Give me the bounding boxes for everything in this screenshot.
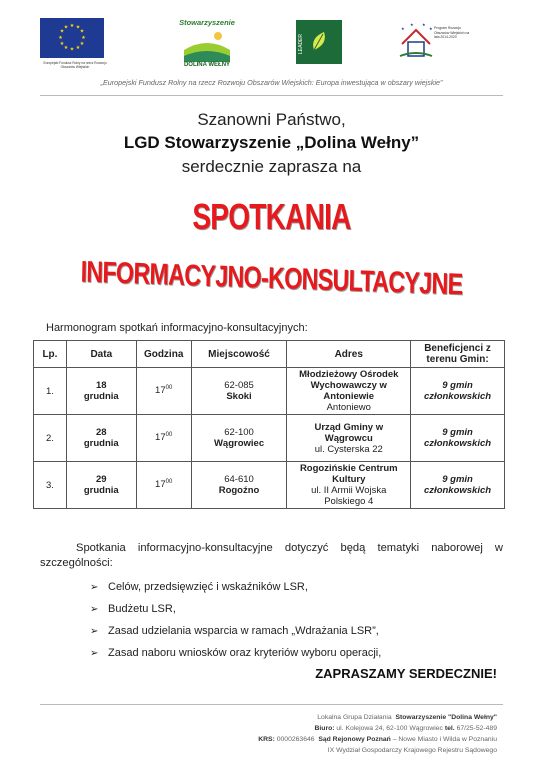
schedule-table [33,340,505,509]
date-month: grudnia [83,391,119,402]
footer-tel-label: tel. [444,725,455,732]
closing-invitation: ZAPRASZAMY SERDECZNIE! [315,666,497,681]
time-min: 00 [165,385,173,392]
eu-flag-logo [40,18,104,62]
row-lp: 3. [34,462,67,509]
header-data: Data [66,341,136,368]
date-day: 28 [96,427,107,438]
row-beneficiaries [411,462,505,509]
footer-line-org [0,712,497,723]
time-hour: 17 [155,479,166,491]
svg-text:★: ★ [59,41,65,47]
prow-house-icon [398,22,434,62]
address-venue: Młodzieżowy Ośrodek Wychowawczy w Antoniewie [299,369,399,402]
tagline: „Europejski Fundusz Rolny na rzecz Rozwoju Obszarów Wiejskich: Europa inwestująca w obszary wiejskie” [100,78,443,87]
list-item [90,576,381,598]
svg-text:★: ★ [59,28,65,35]
header-adres: Adres [287,341,411,368]
topic-text: Celów, przedsięwzięć i wskaźników LSR, [108,581,308,593]
list-item [90,620,381,642]
arrow-bullet-icon: ➢ [90,581,99,593]
dw-logo-text: Stowarzyszenie [179,18,235,27]
address-venue: Urząd Gminy w Wągrowcu [314,421,384,444]
svg-text:★: ★ [81,35,86,41]
list-item [90,642,381,664]
town-name: Rogoźno [218,485,260,496]
svg-text:★: ★ [410,22,414,27]
table-row [34,462,505,509]
svg-text:★: ★ [63,24,69,31]
svg-text:★: ★ [63,45,69,51]
dolina-welny-logo [178,16,236,72]
time-min: 00 [165,432,173,439]
table-row [34,368,505,415]
svg-text:★: ★ [422,22,426,27]
benef-label: członkowskich [424,485,492,496]
header-divider [40,95,503,96]
row-lp: 1. [34,368,67,415]
address-street: ul. II Armii Wojska Polskiego 4 [311,485,387,507]
footer-court: Sąd Rejonowy Poznań [318,736,391,743]
benef-count: 9 gmin [442,474,473,485]
svg-text:★: ★ [69,23,75,29]
row-date [66,415,136,462]
title-spotkania: SPOTKANIA [192,196,351,237]
title-informacyjno: INFORMACYJNO-KONSULTACYJNE [80,255,463,302]
footer-line-division: IX Wydział Gospodarczy Krajowego Rejestru Sądowego [327,747,497,754]
svg-text:★: ★ [79,28,85,35]
svg-text:★: ★ [75,45,81,51]
date-month: grudnia [83,485,119,496]
address-venue: Rogozińskie Centrum Kultury [299,463,398,485]
row-date [66,368,136,415]
schedule-caption: Harmonogram spotkań informacyjno-konsultacyjnych: [46,322,308,334]
intro-paragraph: Spotkania informacyjno-konsultacyjne dotyczyć będą tematyki naborowej w szczególności: [40,542,503,569]
invitation-line: serdecznie zaprasza na [181,157,362,176]
greeting-line: Szanowni Państwo, [197,110,346,129]
footer [0,712,497,756]
time-hour: 17 [155,432,166,444]
table-header-row [34,341,505,368]
date-day: 29 [96,474,107,485]
benef-label: członkowskich [424,391,492,402]
header-miejscowosc: Miejscowość [191,341,287,368]
row-beneficiaries [411,415,505,462]
row-town [191,415,287,462]
row-town [191,462,287,509]
footer-krs-number: 0000263646 [276,736,315,743]
benef-count: 9 gmin [442,427,473,438]
town-postcode: 62-085 [224,380,254,391]
topic-text: Budżetu LSR, [108,603,176,615]
footer-divider [40,704,503,705]
prow-text: Program Rozwoju Obszarów Wiejskich na lata 2014-2020 [434,26,470,40]
leader-text: LEADER [298,33,304,54]
header-beneficjenci: Beneficjenci z terenu Gmin: [411,341,505,368]
footer-line-krs [0,734,497,745]
topics-list [90,576,381,664]
table-row [34,415,505,462]
row-town [191,368,287,415]
footer-line-office [0,723,497,734]
row-address [287,462,411,509]
leader-logo [296,20,342,64]
arrow-bullet-icon: ➢ [90,625,99,637]
row-date [66,462,136,509]
row-beneficiaries [411,368,505,415]
row-time [136,368,191,415]
header-lp: Lp. [34,341,67,368]
town-name: Wągrowiec [213,438,265,449]
row-address [287,415,411,462]
time-min: 00 [165,479,173,486]
row-address [287,368,411,415]
svg-text:★: ★ [79,41,85,47]
town-name: Skoki [226,391,252,402]
time-hour: 17 [155,385,166,397]
row-time [136,462,191,509]
address-street: ul. Cysterska 22 [314,443,383,455]
dw-logo-subtext: DOLINA WEŁNY [183,62,231,68]
svg-text:★: ★ [75,24,81,31]
date-month: grudnia [83,438,119,449]
footer-office-address: ul. Kolejowa 24, 62-100 Wągrowiec [336,725,443,732]
town-postcode: 64-610 [224,474,254,485]
topic-text: Zasad udzielania wsparcia w ramach „Wdrażania LSR”, [108,625,379,637]
eu-caption: Europejski Fundusz Rolny na rzecz Rozwoju Obszarów Wiejskich [43,61,107,69]
topic-text: Zasad naboru wniosków oraz kryteriów wyboru operacji, [108,647,382,659]
organizer-name: LGD Stowarzyszenie „Dolina Wełny” [123,133,420,152]
row-lp: 2. [34,415,67,462]
footer-org-name: Stowarzyszenie "Dolina Wełny" [395,714,497,721]
svg-text:★: ★ [58,35,63,41]
footer-court-district: – Nowe Miasto i Wilda w Poznaniu [392,736,497,743]
footer-krs-label: KRS: [258,736,275,743]
row-time [136,415,191,462]
arrow-bullet-icon: ➢ [90,603,99,615]
svg-text:★: ★ [69,46,75,53]
list-item [90,598,381,620]
benef-count: 9 gmin [442,380,473,391]
footer-office-label: Biuro: [314,725,335,732]
date-day: 18 [96,380,107,391]
benef-label: członkowskich [424,438,492,449]
address-street: Antoniewo [326,402,371,413]
eu-stars-icon [40,18,104,58]
footer-org-label: Lokalna Grupa Działania [317,714,392,721]
prow-logo [398,22,468,68]
footer-tel: 67/25-52-489 [456,725,497,732]
arrow-bullet-icon: ➢ [90,647,99,659]
header-godzina: Godzina [136,341,191,368]
town-postcode: 62-100 [224,427,254,438]
svg-text:★: ★ [401,26,405,31]
svg-text:★: ★ [429,26,433,31]
